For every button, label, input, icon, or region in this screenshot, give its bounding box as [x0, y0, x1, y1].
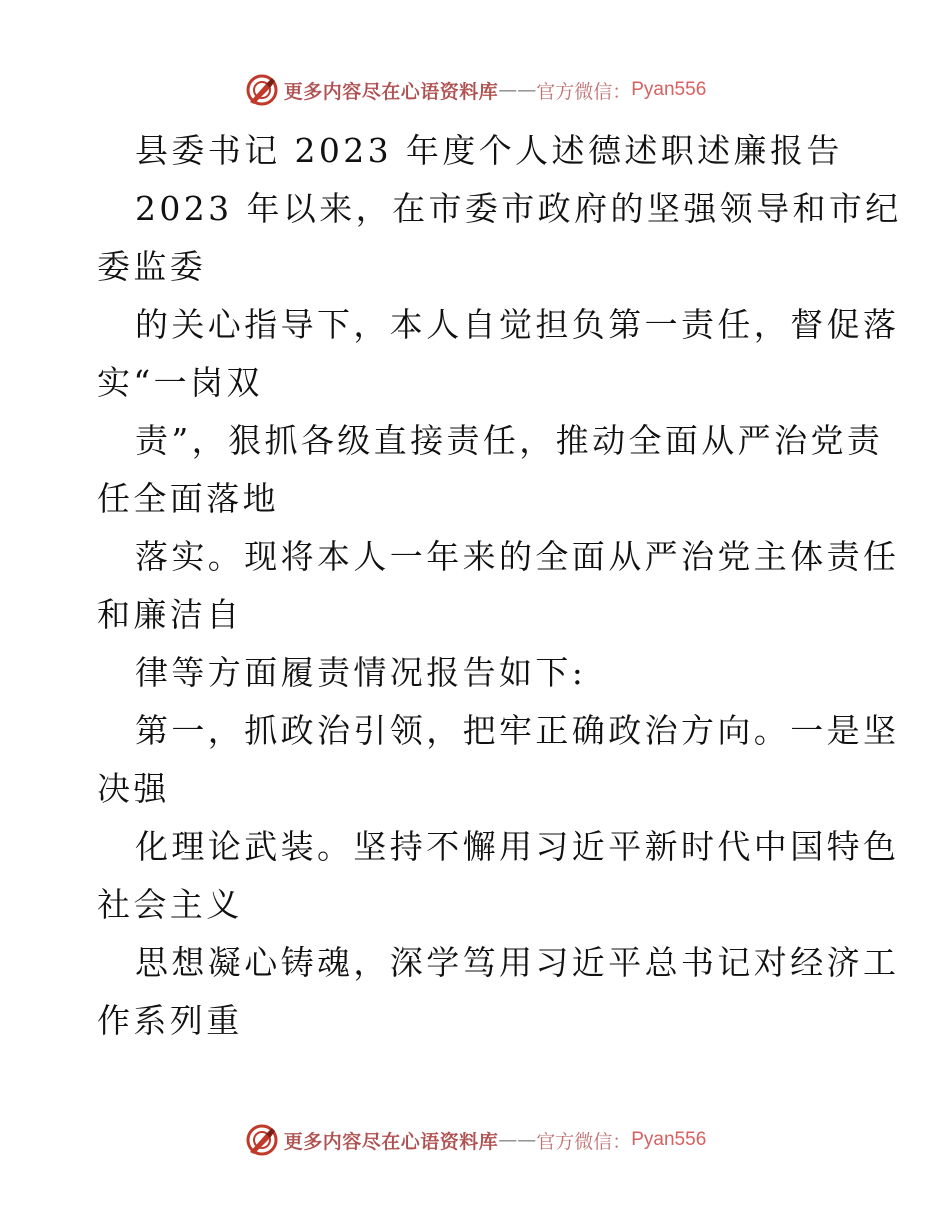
wechat-label: 官方微信：	[536, 80, 632, 103]
text-line: 律等方面履责情况报告如下:	[135, 653, 587, 692]
text-line: 委监委	[97, 247, 207, 286]
text-line: 责”，狠抓各级直接责任，推动全面从严治党责	[135, 421, 884, 460]
footer-watermark	[0, 1120, 950, 1160]
text-line: 落实。现将本人一年来的全面从严治党主体责任	[135, 537, 900, 576]
text-line: 和廉洁自	[97, 595, 243, 634]
text-line: 第一，抓政治引领，把牢正确政治方向。一是坚	[135, 711, 900, 750]
pen-logo-icon	[244, 1122, 280, 1158]
brand-text: 更多内容尽在心语资料库	[283, 1130, 499, 1153]
text-line: 2023 年以来，在市委市政府的坚强领导和市纪	[135, 189, 902, 228]
document-body	[97, 122, 902, 1050]
separator: ——	[498, 79, 537, 101]
text-line: 实“一岗双	[97, 363, 263, 402]
text-line: 化理论武装。坚持不懈用习近平新时代中国特色	[135, 827, 900, 866]
wechat-id: Pyan556	[631, 1129, 707, 1150]
wechat-label: 官方微信：	[536, 1130, 632, 1153]
text-line: 作系列重	[97, 1001, 243, 1040]
text-line: 思想凝心铸魂，深学笃用习近平总书记对经济工	[135, 943, 900, 982]
text-line: 任全面落地	[97, 479, 279, 518]
header-watermark	[0, 70, 950, 110]
pen-logo-icon	[244, 72, 280, 108]
brand-text: 更多内容尽在心语资料库	[283, 80, 499, 103]
text-line: 的关心指导下，本人自觉担负第一责任，督促落	[135, 305, 900, 344]
text-line: 社会主义	[97, 885, 243, 924]
text-line: 决强	[97, 769, 170, 808]
separator: ——	[498, 1129, 537, 1151]
document-title: 县委书记 2023 年度个人述德述职述廉报告	[135, 131, 843, 170]
wechat-id: Pyan556	[631, 79, 707, 100]
